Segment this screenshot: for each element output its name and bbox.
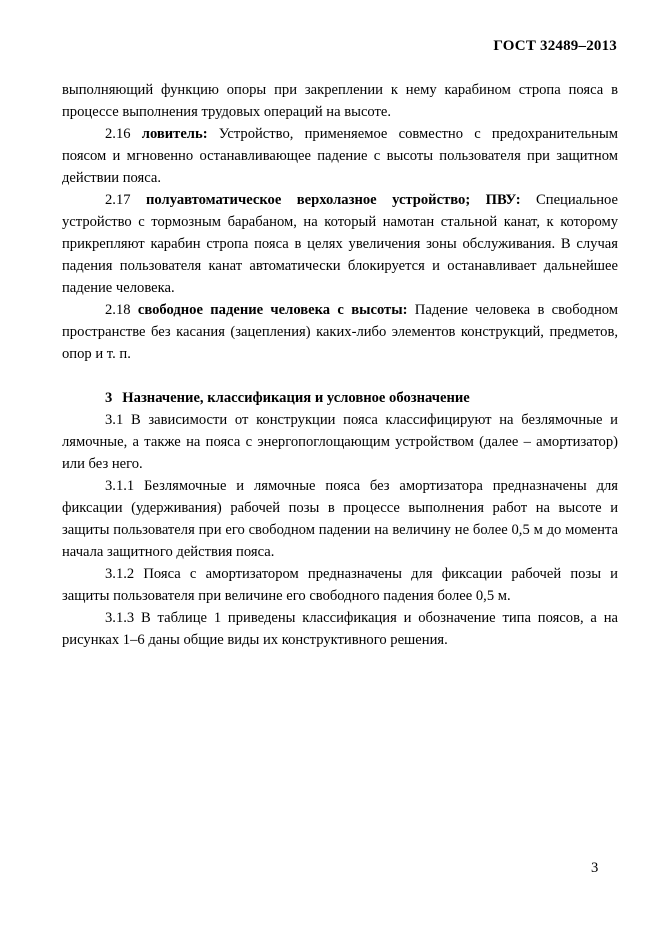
definition-number: 2.18 [105, 302, 131, 318]
definition-text: Падение человека в свободном пространстве без касания (зацепления) каких-либо элементов конструкций, предметов, опор и т. п. [62, 302, 619, 362]
definition-2-16 [62, 123, 618, 189]
definition-term: полуавтоматическое верхолазное устройство; ПВУ: [146, 192, 521, 208]
definition-number: 2.16 [105, 126, 131, 142]
clause-3-1-3: 3.1.3 В таблице 1 приведены классификация и обозначение типа поясов, а на рисунках 1–6 даны общие виды их конструктивного решения. [62, 610, 618, 648]
clause-3-1: 3.1 В зависимости от конструкции пояса классифицируют на безлямочные и лямочные, а также на пояса с энергопоглощающим устройством (далее – амортизатор) или без него. [62, 412, 618, 472]
definition-term: свободное падение человека с высоты: [137, 302, 408, 318]
section-title: Назначение, классификация и условное обозначение [122, 390, 470, 406]
page-number: 3 [591, 860, 599, 876]
clause-3-1-1: 3.1.1 Безлямочные и лямочные пояса без амортизатора предназначены для фиксации (удерживания) рабочей позы в процессе выполнения работ на высоте и защиты пользователя при его свободном падении на величину не более 0,5 м до момента начала защитного действия пояса. [62, 478, 618, 560]
section-number: 3 [105, 390, 113, 406]
definition-number: 2.17 [105, 192, 131, 208]
section-heading [62, 387, 618, 409]
definition-term: ловитель: [141, 126, 208, 142]
definition-text: Специальное устройство с тормозным барабаном, на который намотан стальной канат, к которому прикрепляют карабин стропа пояса в целях увеличения зоны обслуживания. В случая падения пользователя канат автоматически блокируется и останавливает дальнейшее падение человека. [62, 192, 618, 296]
document-body [62, 79, 618, 651]
definition-text: Устройство, применяемое совместно с предохранительным поясом и мгновенно останавливающее падение с высоты пользователя при защитном действии пояса. [62, 126, 618, 186]
definition-2-18 [62, 299, 618, 365]
paragraph-continuation: выполняющий функцию опоры при закреплении к нему карабином стропа пояса в процессе выполнения трудовых операций на высоте. [62, 82, 618, 120]
definition-2-17 [62, 189, 618, 299]
clause-3-1-2: 3.1.2 Пояса с амортизатором предназначены для фиксации рабочей позы и защиты пользователя при величине его свободного падения более 0,5 м. [62, 566, 618, 604]
standard-code-header: ГОСТ 32489–2013 [493, 38, 617, 54]
